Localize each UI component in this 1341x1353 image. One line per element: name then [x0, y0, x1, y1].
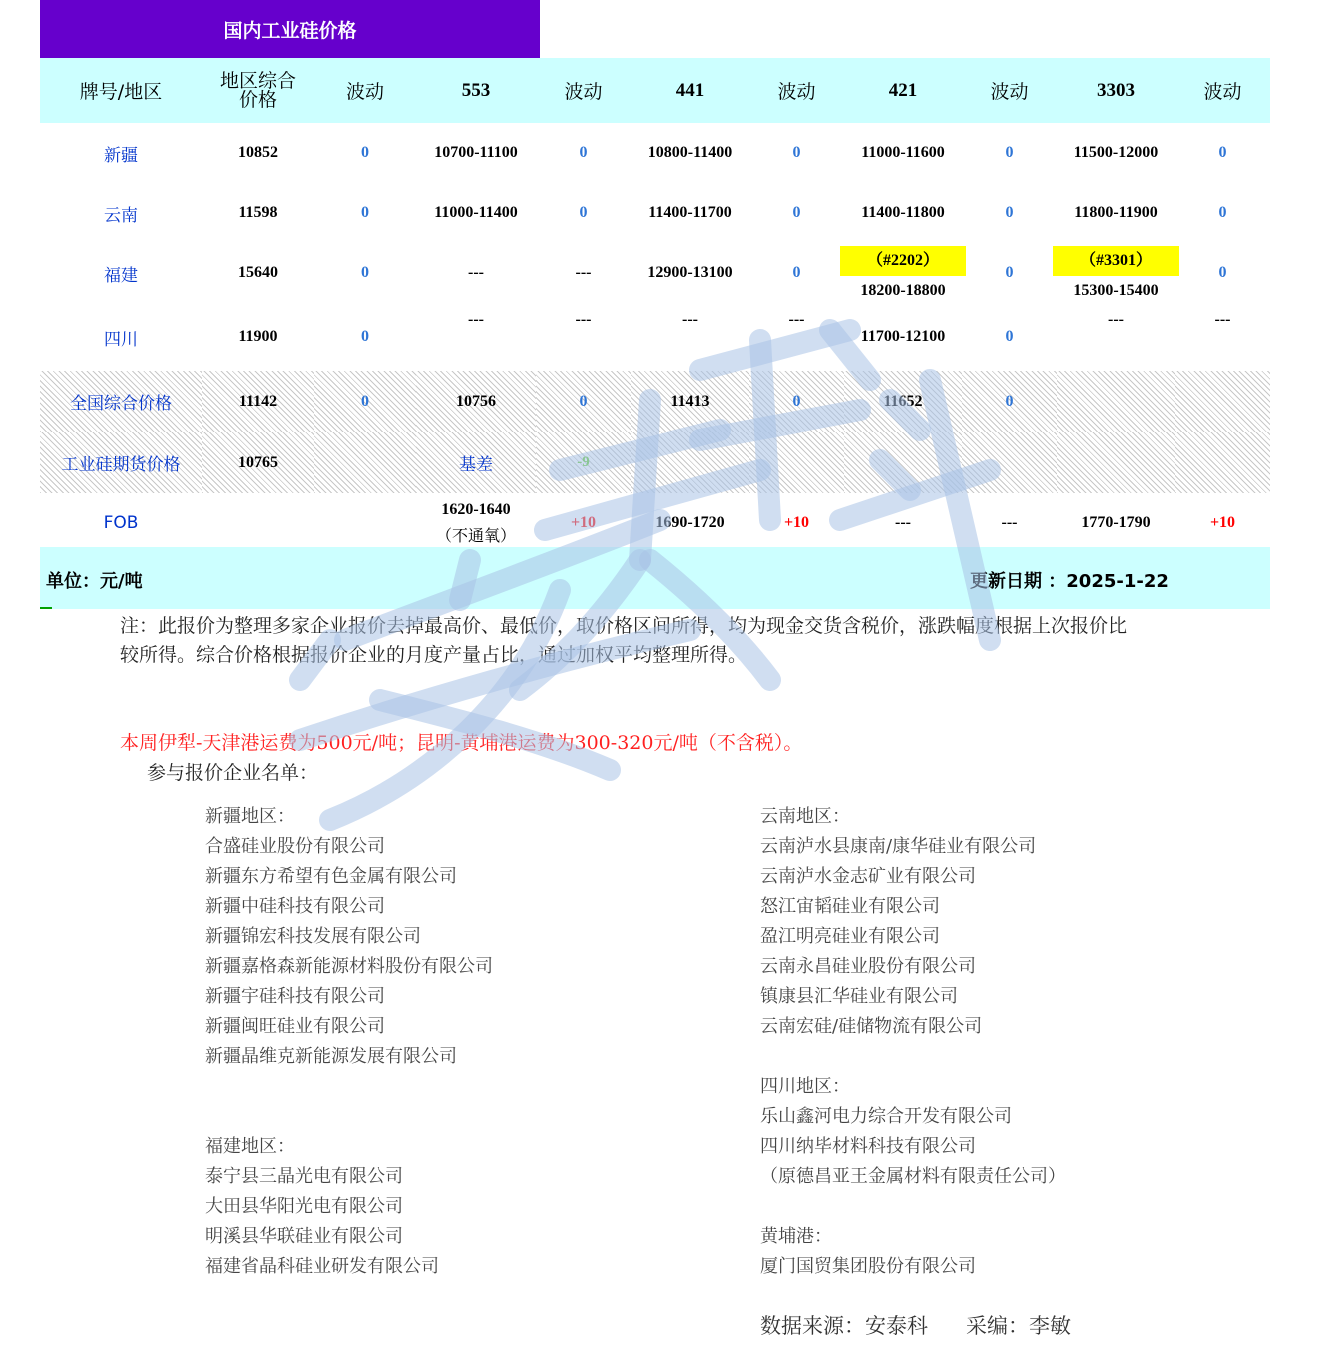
- region-label: 福建: [104, 265, 138, 286]
- price-421: 11000-11600: [861, 144, 945, 161]
- divider: [40, 607, 52, 609]
- change-value: 0: [314, 371, 416, 432]
- list-item: 新疆晶维克新能源发展有限公司: [205, 1046, 457, 1067]
- table-title: 国内工业硅价格: [40, 0, 540, 58]
- region-label: 新疆: [104, 145, 138, 166]
- list-item: 合盛硅业股份有限公司: [205, 836, 385, 857]
- header-grade-region: 牌号/地区: [40, 58, 202, 123]
- price-table: [40, 58, 1270, 553]
- price-421: 11700-12100: [860, 328, 946, 345]
- change-value: 0: [792, 264, 801, 281]
- empty-cell: [314, 432, 416, 493]
- price-421: ---: [895, 514, 911, 531]
- empty-cell: [1175, 432, 1270, 493]
- change-value: +10: [783, 514, 810, 531]
- price-553: ---: [468, 264, 484, 281]
- header-421: 421: [844, 58, 962, 123]
- price-441: 12900-13100: [647, 264, 733, 281]
- table-row-futures: [40, 432, 1270, 493]
- table-row-fujian: [40, 243, 1270, 303]
- grade-tag-3301: （#3301）: [1053, 246, 1179, 276]
- list-item: 大田县华阳光电有限公司: [205, 1196, 403, 1217]
- price-441: 11400-11700: [648, 204, 732, 221]
- list-item: 云南泸水县康南/康华硅业有限公司: [760, 836, 1037, 857]
- change-value: ---: [1214, 311, 1231, 328]
- change-value: ---: [1001, 514, 1018, 531]
- table-row-national: [40, 371, 1270, 432]
- list-item: 泰宁县三晶光电有限公司: [205, 1166, 403, 1187]
- composite-price: 10852: [238, 144, 278, 161]
- change-value: 0: [1005, 204, 1014, 221]
- price-421: 18200-18800: [860, 282, 946, 299]
- list-item: 福建省晶科硅业研发有限公司: [205, 1256, 439, 1277]
- header-change: 波动: [1175, 58, 1270, 123]
- price-441: 11413: [631, 371, 749, 432]
- header-change: 波动: [536, 58, 631, 123]
- list-item: 新疆嘉格森新能源材料股份有限公司: [205, 956, 493, 977]
- empty-cell: [749, 432, 844, 493]
- list-item: 盈江明亮硅业有限公司: [760, 926, 940, 947]
- list-item: 新疆中硅科技有限公司: [205, 896, 385, 917]
- price-3303: ---: [1108, 311, 1124, 328]
- empty-cell: [631, 432, 749, 493]
- region-label: 全国综合价格: [40, 371, 202, 432]
- price-421-cell: [844, 243, 962, 303]
- unit-label: 单位：元/吨: [46, 571, 143, 592]
- change-value: 0: [361, 204, 369, 221]
- list-item: 怒江宙韬硅业有限公司: [760, 896, 940, 917]
- freight-note: 本周伊犁-天津港运费为500元/吨；昆明-黄埔港运费为300-320元/吨（不含税）。: [120, 732, 803, 754]
- change-value: 0: [361, 144, 369, 161]
- list-item: 新疆闽旺硅业有限公司: [205, 1016, 385, 1037]
- list-item: 云南永昌硅业股份有限公司: [760, 956, 976, 977]
- change-value: 0: [1005, 144, 1014, 161]
- header-553: 553: [416, 58, 536, 123]
- empty-cell: [962, 432, 1057, 493]
- list-item: 新疆锦宏科技发展有限公司: [205, 926, 421, 947]
- empty-cell: [1057, 371, 1175, 432]
- change-value: 0: [361, 264, 369, 281]
- header-3303: 3303: [1057, 58, 1175, 123]
- price-553: [416, 493, 536, 553]
- price-421: 11400-11800: [861, 204, 945, 221]
- price-553: 10756: [416, 371, 536, 432]
- price-3303: 11800-11900: [1074, 204, 1158, 221]
- change-value: ---: [788, 311, 805, 328]
- company-list-title: 参与报价企业名单：: [147, 762, 319, 784]
- region-title: 福建地区：: [205, 1136, 295, 1157]
- header-change: 波动: [314, 58, 416, 123]
- data-source: [760, 1310, 1109, 1340]
- table-footer: [40, 547, 1270, 609]
- change-value: 0: [962, 371, 1057, 432]
- change-value: +10: [570, 514, 597, 531]
- header-441: 441: [631, 58, 749, 123]
- price-441: 10800-11400: [647, 144, 733, 161]
- company-list-sichuan: [760, 1072, 1066, 1192]
- list-item: 云南宏硅/硅储物流有限公司: [760, 1016, 983, 1037]
- futures-price: 10765: [202, 432, 314, 493]
- composite-price: 11598: [238, 204, 278, 221]
- region-label: FOB: [103, 513, 139, 533]
- list-item: 厦门国贸集团股份有限公司: [760, 1256, 976, 1277]
- composite-price: 11900: [238, 328, 278, 345]
- change-value: 0: [579, 144, 588, 161]
- price-421: 11652: [844, 371, 962, 432]
- header-composite: 地区综合价格: [202, 58, 314, 123]
- table-row-yunnan: [40, 183, 1270, 243]
- change-value: 0: [361, 328, 369, 345]
- list-item: 云南泸水金志矿业有限公司: [760, 866, 976, 887]
- grade-tag-2202: （#2202）: [840, 246, 966, 276]
- table-row-xinjiang: [40, 123, 1270, 183]
- list-item: （原德昌亚王金属材料有限责任公司）: [760, 1166, 1066, 1187]
- update-date: 更新日期 ：2025-1-22: [970, 571, 1169, 592]
- price-3303: 15300-15400: [1073, 282, 1159, 299]
- header-row: [40, 58, 1270, 123]
- price-553: 11000-11400: [434, 204, 518, 221]
- composite-price: 11142: [202, 371, 314, 432]
- change-value: 0: [792, 204, 801, 221]
- source-label: 数据来源：安泰科: [760, 1314, 928, 1338]
- change-value: 0: [579, 204, 588, 221]
- list-item: 明溪县华联硅业有限公司: [205, 1226, 403, 1247]
- price-3303-cell: [1057, 243, 1175, 303]
- empty-cell: [202, 493, 314, 553]
- table-row-sichuan: [40, 303, 1270, 371]
- region-label: 云南: [104, 205, 138, 226]
- price-553: 10700-11100: [434, 144, 518, 161]
- basis-label: 基差: [416, 432, 536, 493]
- change-value: ---: [575, 311, 592, 328]
- change-value: 0: [1218, 144, 1227, 161]
- change-value: 0: [1218, 264, 1227, 281]
- change-value: 0: [1218, 204, 1227, 221]
- price-441: 1690-1720: [655, 514, 725, 531]
- company-list-xinjiang: [205, 802, 493, 1072]
- price-553: ---: [468, 311, 484, 328]
- change-value: 0: [536, 371, 631, 432]
- price-553-note: （不通氧）: [435, 525, 516, 545]
- region-title: 云南地区：: [760, 806, 850, 827]
- company-list-yunnan: [760, 802, 1036, 1042]
- list-item: 乐山鑫河电力综合开发有限公司: [760, 1106, 1012, 1127]
- change-value: 0: [1005, 328, 1014, 345]
- region-label: 工业硅期货价格: [40, 432, 202, 493]
- change-value: 0: [1005, 264, 1014, 281]
- empty-cell: [844, 432, 962, 493]
- empty-cell: [1057, 432, 1175, 493]
- notes-text: 注：此报价为整理多家企业报价去掉最高价、最低价，取价格区间所得，均为现金交货含税价，涨跌幅度根据上次报价比较所得。综合价格根据报价企业的月度产量占比，通过加权平均整理所得。: [120, 615, 1128, 666]
- change-value: 0: [792, 144, 801, 161]
- price-441: ---: [682, 311, 698, 328]
- composite-price: 15640: [238, 264, 278, 281]
- price-3303: 11500-12000: [1073, 144, 1159, 161]
- change-value: ---: [575, 264, 592, 281]
- basis-value: -9: [536, 432, 631, 493]
- region-title: 新疆地区：: [205, 806, 295, 827]
- empty-cell: [1175, 371, 1270, 432]
- region-title: 黄埔港：: [760, 1226, 832, 1247]
- list-item: 新疆宇硅科技有限公司: [205, 986, 385, 1007]
- price-3303: 1770-1790: [1081, 514, 1151, 531]
- company-list-huangpu: [760, 1222, 976, 1282]
- header-change: 波动: [749, 58, 844, 123]
- company-list-fujian: [205, 1132, 439, 1282]
- table-row-fob: [40, 493, 1270, 553]
- list-item: 新疆东方希望有色金属有限公司: [205, 866, 457, 887]
- change-value: 0: [749, 371, 844, 432]
- change-value: +10: [1209, 514, 1236, 531]
- list-item: 镇康县汇华硅业有限公司: [760, 986, 958, 1007]
- header-change: 波动: [962, 58, 1057, 123]
- empty-cell: [314, 493, 416, 553]
- price-553-value: 1620-1640: [441, 500, 511, 518]
- region-label: 四川: [104, 329, 138, 350]
- editor-label: 采编：李敏: [966, 1314, 1071, 1338]
- region-title: 四川地区：: [760, 1076, 850, 1097]
- list-item: 四川纳毕材料科技有限公司: [760, 1136, 976, 1157]
